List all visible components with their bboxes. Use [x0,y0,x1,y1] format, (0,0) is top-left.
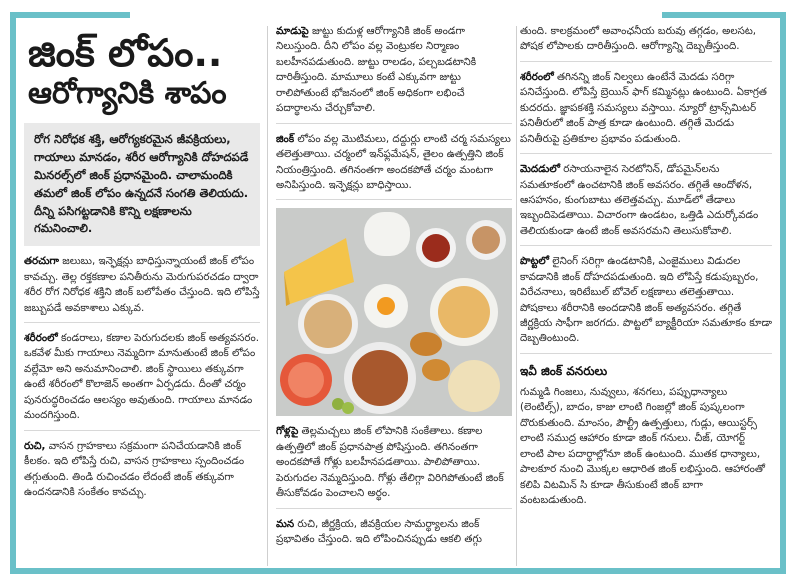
paragraph-lead: మాడుపై [276,25,309,37]
paragraph-skin [276,132,512,201]
paragraph-nails [276,424,512,508]
paragraph-taste-smell [24,439,260,507]
zinc-foods-photo [276,208,512,416]
paragraph-text: తగినన్ని జింక్ నిల్వలు ఉంటేనే మెదడు సరిగ్గా పనిచేస్తుంది. లోపిస్తే బ్రెయిన్ ఫాగ్ కమ్మినట్లు ఉంటుంది. ఏకాగ్రత కుదరదు. జ్ఞాపకశక్తి సమస్యలు వస్తాయి. న్యూరో ట్రాన్స్‌మిటర్ పనితీరులో జింక్ పాత్ర కూడా ఉంటుంది. తగ్గితే మెదడు పనితీరుపై ప్రతికూల ప్రభావం పడుతుంది. [520,70,767,145]
paragraph-text: రుచి, జీర్ణక్రియ, జీవక్రియల సామర్థ్యాలను జింక్ ప్రభావితం చేస్తుంది. ఇది లోపించినప్పుడు ఆకలి తగ్గు [276,517,482,545]
paragraph-lead: శరీరంలో [520,70,554,83]
top-accent-left [10,12,130,18]
paragraph-text: తెల్లమచ్చలు జింక్ లోపానికి సంకేతాలు. కణాల ఉత్పత్తిలో జింక్ ప్రధానపాత్ర పోషిస్తుంది. తగినంతగా అందకపోతే గోళ్లు బలహీనపడతాయి. పాలిపోతాయి. పెరుగుదల నెమ్మదిస్తుంది. గోళ్లు తేలిగ్గా విరిగిపోతుంటే జింక్ తీసుకోవడం పెంచాలని అర్థం. [276,425,504,500]
paragraph-text: వాసన గ్రాహకాలు సక్రమంగా పనిచేయడానికి జింక్ కీలకం. ఇది లోపిస్తే రుచి, వాసన గ్రాహకాలు స్పందించడం తగ్గుతుంది. తిండి రుచించడం లేదంటే జింక్ తక్కువగా ఉందనడానికి సంకేతం కావచ్చు. [24,439,245,498]
intro-box: రోగ నిరోధక శక్తి, ఆరోగ్యకరమైన జీవక్రియలు, గాయాలు మానడం, శరీర ఆరోగ్యానికి దోహదపడే మినరల్స్‌లో జింక్ ప్రధానమైంది. చాలామందికి తమలో జింక్ లోపం ఉన్నదనే సంగతి తెలియదు. దీన్ని పసిగట్టడానికి కొన్ని లక్షణాలను గమనించాలి. [24,123,260,246]
paragraph-hair [276,24,512,124]
paragraph-text: కండరాలు, కణాల పెరుగుదలకు జింక్ అత్యవసరం. ఒకవేళ మీకు గాయాలు నెమ్మదిగా మానుతుంటే జింక్ లోపం వల్లేమో అని అనుమానించాలి. జింక్ స్థాయిలు తక్కువగా ఉంటే శరీరంలో కొలాజెన్ అంతగా ఏర్పడదు. దీంతో చర్మం పునరుద్ధరించడం ఆలస్యం అవుతుంది. గాయాలు మానడం మందగిస్తుంది. [24,332,259,422]
zinc-sources-title: ఇవీ జింక్ వనరులు [520,363,608,378]
paragraph-digestion [520,254,772,354]
paragraph-appetite-continued [520,24,772,62]
bottom-accent-rule [10,568,786,574]
right-accent-rule [780,12,786,574]
paragraph-text: జుట్టు కుదుళ్ల ఆరోగ్యానికి జింక్ అండగా నిలుస్తుంది. దీని లోపం వల్ల వెంట్రుకల నిర్మాణం బలహీనపడుతుంది. జుట్టు రాలడం, పల్చబడటానికి దారితీస్తుంది. మామూలు కంటే ఎక్కువగా జుట్టు రాలిపోతుంటే భోజనంలో జింక్ అధికంగా లభించే పదార్థాలను చేర్చుకోవాలి. [276,25,477,115]
paragraph-lead: రుచి, [24,439,46,452]
paragraph-lead: తరచుగా [24,255,59,268]
paragraph-text: రసాయనాలైన సెరటోనిన్, డోపమైన్‌లను సమతూకంలో ఉంచటానికి జింక్ అవసరం. తగ్గితే ఆందోళన, ఆసహనం, కుంగుబాటు తలెత్తవచ్చు. మూడ్‌లో తేడాలు ఇబ్బందిపెడతాయి. విచారంగా ఉండటం, ఒత్తిడి ఎదుర్కోవడం తెలియకుండా ఉంటే జింక్ అవసరమని తెలుసుకోవాలి. [520,163,759,237]
zinc-sources-text: గుమ్మడి గింజలు, నువ్వులు, శనగలు, పప్పుధాన్యాలు (లెంటిల్స్), బాదం, కాజు లాంటి గింజల్లో జింక్ పుష్కలంగా దొరుకుతుంది. మాంసం, పౌల్ట్రీ ఉత్పత్తులు, గుడ్లు, ఆయిస్టర్స్ లాంటి సముద్ర ఆహారం కూడా జింక్ గనులు. చీజ్, యోగర్ట్ లాంటి పాల పదార్థాల్లోనూ జింక్ ఉంటుంది. ముతక ధాన్యాలు, పాలకూర నుంచి మొక్కల ఆధారిత జింక్ లభిస్తుంది. ఆహారంతో కలిపి విటమిన్ సి కూడా తీసుకుంటే జింక్ బాగా వంటబడుతుంది. [520,385,765,506]
paragraph-text: లోపం వల్ల మొటిమలు, దద్దుర్లు లాంటి చర్మ సమస్యలు తలెత్తుతాయి. చర్మంలో ఇన్‌ఫ్లమేషన్, తైలం ఉత్పత్తిని జింక్ నియంత్రిస్తుంది. తగినంతగా అందకపోతే చర్మం మంటగా అనిపిస్తుంది. ఇన్ఫెక్షన్లు బాధిస్తాయి. [276,132,511,191]
paragraph-lead: జింక్ [276,132,295,145]
headline-line-1: జింక్ లోపం.. [28,31,223,75]
column-2 [276,20,512,568]
paragraph-brain-fog [520,70,772,154]
paragraph-lead: మన [276,517,295,530]
paragraph-text: తుంది. కాలక్రమంలో అవాంఛనీయ బరువు తగ్గడం, అలసట, పోషక లోపాలకు దారితీస్తుంది. ఆరోగ్యాన్ని దెబ్బతీస్తుంది. [520,25,757,53]
paragraph-wound-healing [24,331,260,431]
paragraph-text: జలుబు, ఇన్ఫెక్షన్లు బాధిస్తున్నాయంటే జింక్ లోపం కావచ్చు. తెల్ల రక్తకణాల పనితీరును మెరుగుపరచడం ద్వారా శరీర రోగ నిరోధక శక్తిని జింక్ బలోపేతం చేస్తుంది. ఇది లోపిస్తే జబ్బుపడే అవకాశాలు ఎక్కువ. [24,255,260,314]
paragraph-lead: పొట్టలో [520,255,550,268]
paragraph-infections [24,254,260,323]
paragraph-lead: శరీరంలో [24,332,58,345]
column-3 [520,20,772,568]
headline-line-2: ఆరోగ్యానికి శాపం [28,75,227,111]
column-divider [516,26,517,566]
paragraph-appetite [276,517,512,554]
paragraph-mood [520,162,772,246]
headline [28,31,260,111]
paragraph-lead: గోళ్లపై [276,425,299,438]
column-1 [24,20,260,568]
paragraph-text: లైనింగ్ సరిగ్గా ఉండటానికి, ఎంజైములు విడుదల కావడానికి జింక్ దోహదపడుతుంది. ఇది లోపిస్తే కడుపుబ్బరం, విరేచనాలు, ఇరిటేబుల్ బోవెల్ లక్షణాలు తలెత్తుతాయి. పోషకాలు శరీరానికి అందడానికి జింక్ అత్యవసరం. తగ్గితే జీర్ణక్రియ సాఫీగా జరగదు. పొట్టలో బ్యాక్టీరియా సమతూకం కూడా దెబ్బతింటుంది. [520,255,772,345]
paragraph-lead: మెదడులో [520,163,560,176]
top-accent-right [662,12,786,18]
column-divider [267,26,268,566]
